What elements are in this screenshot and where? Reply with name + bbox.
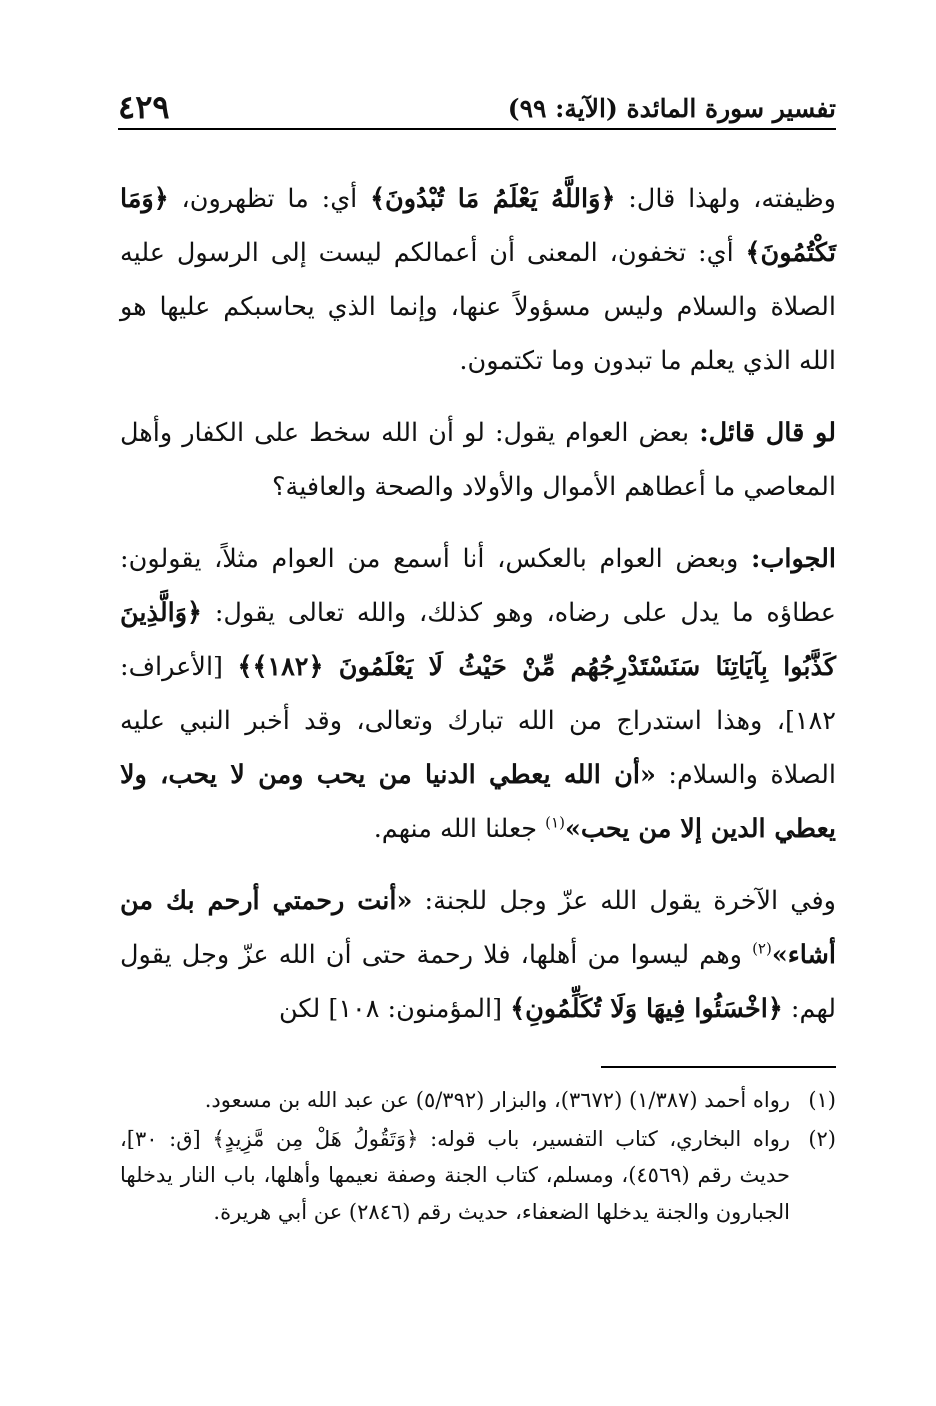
footnotes bbox=[120, 1082, 836, 1232]
quran-verse: ﴿اخْسَئُوا فِيهَا وَلَا تُكَلِّمُونِ﴾ bbox=[510, 994, 783, 1024]
footnote-text: رواه أحمد (١/٣٨٧) (٣٦٧٢)، والبزار (٥/٣٩٢) عن عبد الله بن مسعود. bbox=[204, 1088, 790, 1112]
text-run: جعلنا الله منهم. bbox=[373, 814, 546, 844]
footnote-text: رواه البخاري، كتاب التفسير، باب قوله: ﴿وَتَقُولُ هَلْ مِن مَّزِيدٍ﴾ [ق: ٣٠]، حديث رقم (٤٥٦٩)، ومسلم، كتاب الجنة وصفة نعيمها وأهلها، باب النار يدخلها الجبارون والجنة يدخلها الضعفاء، حديث رقم (٢٨٤٦) عن أبي هريرة. bbox=[120, 1126, 790, 1224]
footnote-ref[interactable]: (٢) bbox=[752, 939, 772, 958]
paragraph-1 bbox=[120, 172, 836, 388]
hadith-quote: «أن الله يعطي الدنيا من يحب ومن لا يحب، ولا يعطي الدين إلا من يحب» bbox=[120, 760, 836, 844]
footnote-divider bbox=[601, 1066, 836, 1068]
page-header bbox=[118, 88, 836, 128]
main-text bbox=[120, 172, 836, 1054]
text-run: بعض العوام يقول: لو أن الله سخط على الكفار وأهل المعاصي ما أعطاهم الأموال والأولاد والصحة والعافية؟ bbox=[120, 418, 836, 502]
answer-label: الجواب: bbox=[751, 544, 836, 574]
footnote-ref[interactable]: (١) bbox=[545, 813, 565, 832]
text-run: أي: ما تظهرون، bbox=[168, 184, 371, 214]
text-run: وهم ليسوا من أهلها، فلا رحمة حتى أن الله عزّ وجل يقول لهم: bbox=[120, 940, 836, 1024]
quran-verse: ﴿وَالَّذِينَ كَذَّبُوا بِآيَاتِنَا سَنَسْتَدْرِجُهُم مِّنْ حَيْثُ لَا يَعْلَمُونَ ﴿١٨٢﴾﴾ bbox=[120, 598, 837, 682]
paragraph-2 bbox=[120, 406, 836, 514]
footnote-number: (١) bbox=[808, 1088, 836, 1112]
text-run: وفي الآخرة يقول الله عزّ وجل للجنة: bbox=[412, 886, 836, 916]
footnote-2 bbox=[120, 1121, 836, 1231]
quran-verse: ﴿وَاللَّهُ يَعْلَمُ مَا تُبْدُونَ﴾ bbox=[370, 184, 616, 214]
text-run: وبعض العوام بالعكس، أنا أسمع من العوام مثلاً، يقولون: عطاؤه ما يدل على رضاه، وهو كذلك، والله تعالى يقول: bbox=[120, 544, 836, 628]
footnote-number: (٢) bbox=[808, 1126, 836, 1151]
text-run: أي: تخفون، المعنى أن أعمالكم ليست إلى الرسول عليه الصلاة والسلام وليس مسؤولاً عنها، وإنما الذي يحاسبكم عليها هو الله الذي يعلم ما تبدون وما تكتمون. bbox=[120, 238, 836, 376]
text-run: [المؤمنون: ١٠٨] لكن bbox=[279, 994, 511, 1024]
quran-verse: ﴿وَمَا تَكْتُمُونَ﴾ bbox=[120, 184, 836, 268]
paragraph-4 bbox=[120, 874, 836, 1036]
question-label: لو قال قائل: bbox=[699, 418, 837, 448]
running-title: تفسير سورة المائدة (الآية: ٩٩) bbox=[507, 94, 836, 123]
page-number: ٤٢٩ bbox=[118, 88, 170, 126]
text-run: [الأعراف: ١٨٢]، وهذا استدراج من الله تبارك وتعالى، وقد أخبر النبي عليه الصلاة والسلام: bbox=[120, 652, 836, 790]
header-divider bbox=[118, 128, 836, 130]
footnote-1 bbox=[120, 1082, 836, 1119]
paragraph-3 bbox=[120, 532, 836, 856]
hadith-quote: «أنت رحمتي أرحم بك من أشاء» bbox=[120, 886, 836, 970]
text-run: وظيفته، ولهذا قال: bbox=[615, 184, 836, 214]
